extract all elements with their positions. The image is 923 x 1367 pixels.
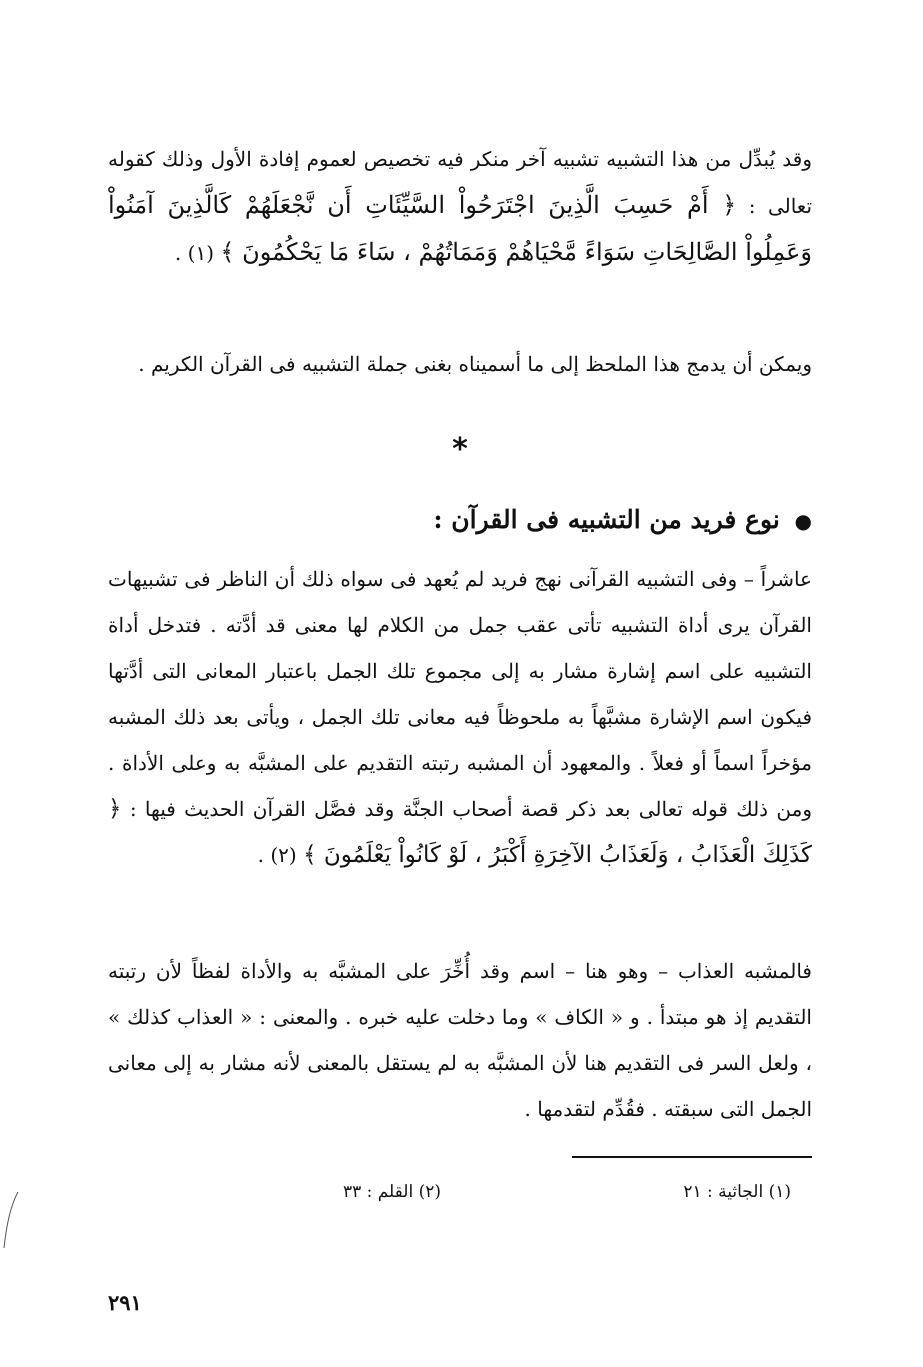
section-title: نوع فريد من التشبيه فى القرآن : <box>433 505 780 534</box>
footnote-ref-1: (١) . <box>174 241 215 265</box>
paragraph-text: فالمشبه العذاب – وهو هنا – اسم وقد أُخِّرَ على المشبَّه به والأداة لفظاً لأن رتبته التقديم إذ هو مبتدأ . و « الكاف » وما دخلت عليه خبره . والمعنى : « العذاب كذلك » ، ولعل السر فى التقديم هنا لأن المشبَّه به لم يستقل بالمعنى لأنه مشار به إلى معانى الجمل التى سبقته . فقُدِّم لتقدمها . <box>108 959 812 1121</box>
paragraph-text: وقد يُبدِّل من هذا التشبيه تشبيه آخر منكر فيه تخصيص لعموم إفادة الأول وذلك كقوله تعالى : <box>108 147 813 218</box>
margin-pencil-mark <box>0 1190 20 1250</box>
paragraph-explanation <box>108 948 812 1132</box>
section-separator-asterisk: * <box>452 432 468 467</box>
quran-verse-qalam: ﴿ كَذَلِكَ الْعَذَابُ ، وَلَعَذَابُ الآخِرَةِ أَكْبَرُ ، لَوْ كَانُواْ يَعْلَمُونَ ﴾ <box>108 796 812 868</box>
paragraph-text: عاشراً – وفى التشبيه القرآنى نهج فريد لم يُعهد فى سواه ذلك أن الناظر فى تشبيهات القرآن يرى أداة التشبيه تأتى عقب جمل من الكلام لها معنى قد أدَّته . فتدخل أداة التشبيه على اسم إشارة مشار به إلى مجموع تلك الجمل باعتبار المعانى التى أدَّتها فيكون اسم الإشارة مشبَّهاً به ملحوظاً فيه معانى تلك الجمل ، ويأتى بعد ذلك المشبه مؤخراً اسماً أو فعلاً . والمعهود أن المشبه رتبته التقديم على المشبَّه به وعلى الأداة . ومن ذلك قوله تعالى بعد ذكر قصة أصحاب الجنَّة وقد فصَّل القرآن الحديث فيها : <box>108 567 813 821</box>
paragraph-richness <box>108 340 812 388</box>
paragraph-tashbih-change <box>108 136 812 276</box>
footnote-2: (٢) القلم : ٣٣ <box>342 1182 441 1202</box>
paragraph-unique-tashbih <box>108 556 812 878</box>
quran-verse-jathiya: ﴿ أَمْ حَسِبَ الَّذِينَ اجْتَرَحُواْ السَّيِّئَاتِ أَن نَّجْعَلَهُمْ كَالَّذِينَ آمَنُواْ وَعَمِلُواْ الصَّالِحَاتِ سَوَاءً مَّحْيَاهُمْ وَمَمَاتُهُمْ ، سَاءَ مَا يَحْكُمُونَ ﴾ <box>108 191 812 266</box>
section-heading <box>300 500 812 541</box>
footnote-1: (١) الجاثية : ٢١ <box>683 1182 791 1202</box>
footnote-divider <box>572 1156 812 1158</box>
bullet-icon: ● <box>794 509 812 533</box>
footnote-ref-2: (٢) . <box>257 843 297 867</box>
page-number: ٢٩١ <box>108 1290 142 1315</box>
paragraph-text: ويمكن أن يدمج هذا الملحظ إلى ما أسميناه بغنى جملة التشبيه فى القرآن الكريم . <box>138 352 812 376</box>
